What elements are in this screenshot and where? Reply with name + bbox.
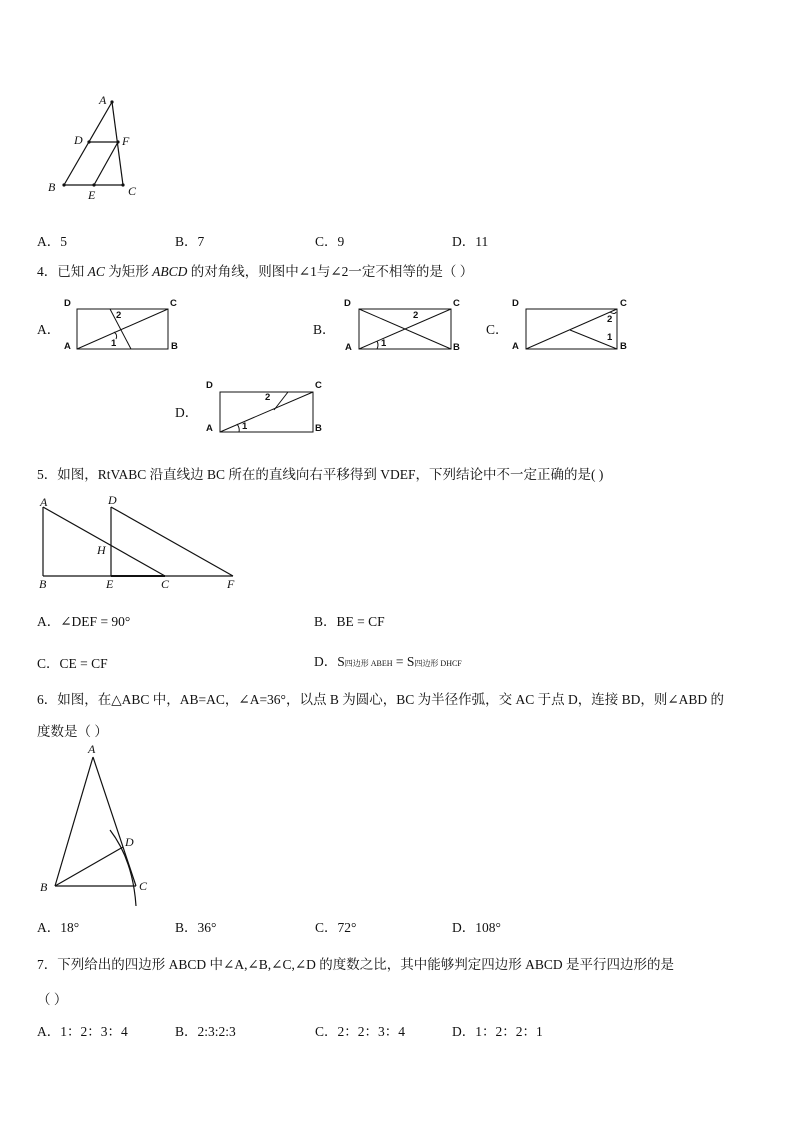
- q3-label-b: B: [48, 180, 56, 194]
- q3-option-b[interactable]: B．7: [175, 234, 205, 249]
- q7-stem-line2: （ ）: [37, 992, 68, 1007]
- q5-option-a[interactable]: A．∠DEF = 90°: [37, 614, 131, 629]
- q6-label-c: C: [139, 879, 148, 893]
- q3-label-e: E: [88, 188, 96, 202]
- q4a-label-b: B: [171, 341, 178, 352]
- q5-label-e: E: [106, 577, 114, 591]
- q4d-label-a: A: [206, 423, 213, 434]
- q4d-label-d: D: [206, 380, 213, 391]
- q4c-label-c: C: [620, 298, 627, 309]
- q5-label-d: D: [108, 493, 117, 507]
- q4c-label-b: B: [620, 341, 627, 352]
- q3-option-d[interactable]: D．11: [452, 234, 489, 249]
- q6-label-a: A: [88, 742, 96, 756]
- q4-option-c-key[interactable]: C．: [486, 322, 509, 337]
- q4c-label-1: 1: [607, 332, 613, 343]
- q7-option-b[interactable]: B．2:3:2:3: [175, 1024, 236, 1039]
- q6-option-b[interactable]: B．36°: [175, 920, 217, 935]
- q5-label-c: C: [161, 577, 170, 591]
- q6-label-b: B: [40, 880, 48, 894]
- q6-stem-line1: 6．如图，在△ABC 中，AB=AC，∠A=36°，以点 B 为圆心，BC 为半径作弧，交 AC 于点 D，连接 BD，则∠ABD 的: [37, 692, 725, 707]
- q5-label-f: F: [227, 577, 235, 591]
- q4-option-b-key[interactable]: B．: [313, 322, 336, 337]
- q6-stem-line2: 度数是（ ）: [37, 724, 108, 739]
- q6-label-d: D: [125, 835, 134, 849]
- q4d-label-2: 2: [265, 392, 271, 403]
- q6-option-a[interactable]: A．18°: [37, 920, 80, 935]
- q5-label-b: B: [39, 577, 47, 591]
- q4a-label-2: 2: [116, 310, 122, 321]
- q6-line-ab: [55, 757, 93, 886]
- q3-option-a[interactable]: A．5: [37, 234, 67, 249]
- q4b-label-d: D: [344, 298, 351, 309]
- q4a-label-c: C: [170, 298, 177, 309]
- q3-option-c[interactable]: C．9: [315, 234, 345, 249]
- q5-label-a: A: [40, 495, 48, 509]
- q3-label-a: A: [99, 93, 107, 107]
- q4b-label-a: A: [345, 342, 352, 353]
- q4d-label-1: 1: [242, 421, 248, 432]
- q4c-label-d: D: [512, 298, 519, 309]
- q4a-label-1: 1: [111, 338, 117, 349]
- q6-line-ac: [93, 757, 136, 886]
- q3-label-f: F: [122, 134, 130, 148]
- q5-label-h: H: [97, 543, 106, 557]
- q5-option-c[interactable]: C．CE = CF: [37, 656, 108, 671]
- q4a-label-d: D: [64, 298, 71, 309]
- q6-option-d[interactable]: D．108°: [452, 920, 501, 935]
- q4-stem: 4．已知 AC 为矩形 ABCD 的对角线，则图中∠1与∠2一定不相等的是（ ）: [37, 264, 474, 279]
- q3-label-d: D: [74, 133, 83, 147]
- q3-label-c: C: [128, 184, 137, 198]
- q5-stem: 5．如图，RtVABC 沿直线边 BC 所在的直线向右平移得到 VDEF，下列结论中不一定正确的是( ): [37, 467, 604, 482]
- q5-option-d[interactable]: D．S四边形 ABEH = S四边形 DHCF: [314, 654, 462, 669]
- q4b-label-2: 2: [413, 310, 419, 321]
- q4c-label-2: 2: [607, 314, 613, 325]
- q4b-label-1: 1: [381, 338, 387, 349]
- q4a-label-a: A: [64, 341, 71, 352]
- q4-option-a-key[interactable]: A．: [37, 322, 61, 337]
- q6-option-c[interactable]: C．72°: [315, 920, 357, 935]
- q4b-label-c: C: [453, 298, 460, 309]
- q7-stem-line1: 7．下列给出的四边形 ABCD 中∠A,∠B,∠C,∠D 的度数之比，其中能够判定四边形 ABCD 是平行四边形的是: [37, 957, 675, 972]
- q7-option-c[interactable]: C．2：2：3：4: [315, 1024, 406, 1039]
- q5-option-b[interactable]: B．BE = CF: [314, 614, 385, 629]
- q4d-label-c: C: [315, 380, 322, 391]
- q4c-label-a: A: [512, 341, 519, 352]
- q4d-label-b: B: [315, 423, 322, 434]
- q7-option-a[interactable]: A．1：2：3：4: [37, 1024, 128, 1039]
- q7-option-d[interactable]: D．1：2：2：1: [452, 1024, 543, 1039]
- q4b-label-b: B: [453, 342, 460, 353]
- q4-option-d-key[interactable]: D．: [175, 405, 199, 420]
